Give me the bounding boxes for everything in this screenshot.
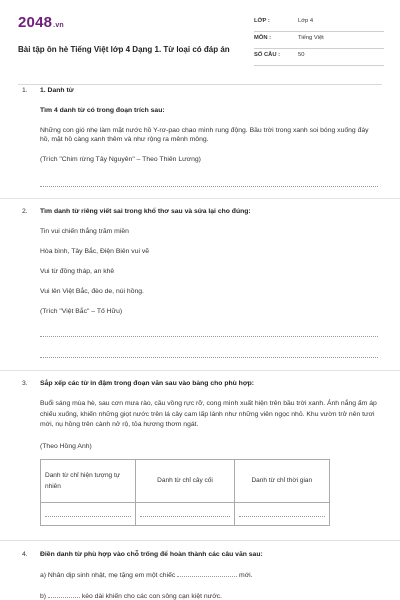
- question-2: [22, 207, 378, 358]
- logo-text: 2048: [18, 14, 53, 31]
- logo-suffix: .vn: [53, 22, 64, 29]
- question-body: [40, 379, 378, 526]
- poem-line: Vui lên Việt Bắc, đèo de, núi hồng.: [40, 288, 144, 295]
- poem-line: Vui từ đồng tháp, an khê: [40, 268, 115, 275]
- question-3: [22, 379, 378, 526]
- meta-value: Lớp 4: [298, 18, 314, 24]
- answer-line[interactable]: [40, 349, 378, 358]
- sentence-text: b): [40, 593, 47, 600]
- meta-key: MÔN :: [254, 35, 272, 41]
- meta-row-count: [254, 49, 384, 66]
- section-divider: [0, 198, 400, 199]
- header-divider: [18, 84, 382, 85]
- question-4: [22, 550, 378, 600]
- sentence-a: [40, 570, 378, 580]
- document-title: Bài tập ôn hè Tiếng Việt lớp 4 Dạng 1. Từ loại có đáp án: [18, 45, 230, 54]
- question-text: Buổi sáng mùa hè, sau cơn mưa rào, cầu vồng rực rỡ, cong mình xuất hiện trên bầu trời xanh. Ánh nắng ấm áp chiếu xuống, khiến những giọt nước trên lá cây cam lấp lánh như những viên ngọc nhỏ. Khu vườn trở nên tươi mới, nụ hồng trên cành nở rộ, tỏa hương thơm ngát.: [40, 400, 377, 428]
- question-text: Những con gió nhẹ làm mặt nước hồ Y-rơ-pao chao mình rung động. Bầu trời trong xanh soi bóng xuống đáy hồ, mặt hồ càng xanh thêm và như rộng ra mênh mông.: [40, 127, 369, 143]
- meta-value: 50: [298, 52, 305, 58]
- sentence-text: a) Nhân dịp sinh nhật, mẹ tặng em một chiếc: [40, 572, 176, 579]
- answer-line[interactable]: [40, 178, 378, 187]
- question-source: (Trích "Chim rừng Tây Nguyên" – Theo Thiên Lương): [40, 156, 201, 163]
- poem-line: Tin vui chiến thắng trăm miền: [40, 228, 129, 235]
- table-header-row: [41, 459, 330, 502]
- question-body: [40, 550, 378, 600]
- category-table: [40, 459, 330, 526]
- question-number: 4.: [22, 551, 28, 558]
- meta-panel: [254, 15, 384, 66]
- question-number: 2.: [22, 208, 28, 215]
- question-title: Điền danh từ phù hợp vào chỗ trống để hoàn thành các câu văn sau:: [40, 551, 263, 558]
- question-1: [22, 86, 378, 187]
- table-header: Danh từ chỉ hiện tượng tự nhiên: [41, 459, 136, 502]
- table-header: Danh từ chỉ thời gian: [234, 459, 329, 502]
- answer-line[interactable]: [239, 510, 325, 517]
- section-divider: [0, 540, 400, 541]
- table-cell[interactable]: [234, 502, 329, 525]
- site-logo[interactable]: [18, 14, 64, 31]
- question-title: 1. Danh từ: [40, 87, 74, 94]
- question-number: 1.: [22, 87, 28, 94]
- table-cell[interactable]: [136, 502, 234, 525]
- sentence-b: [40, 591, 378, 600]
- question-source: (Theo Hồng Anh): [40, 442, 92, 450]
- section-divider: [0, 370, 400, 371]
- question-source: (Trích "Việt Bắc" – Tố Hữu): [40, 308, 123, 315]
- poem-line: Hòa bình, Tây Bắc, Điện Biên vui vẽ: [40, 248, 150, 255]
- question-title: Tìm danh từ riêng viết sai trong khổ thơ sau và sửa lại cho đúng:: [40, 208, 251, 215]
- answer-line[interactable]: [140, 510, 229, 517]
- table-cell[interactable]: [41, 502, 136, 525]
- blank-field[interactable]: [177, 570, 237, 577]
- meta-key: SỐ CÂU :: [254, 52, 281, 58]
- question-title: Sắp xếp các từ in đậm trong đoạn văn sau vào bảng cho phù hợp:: [40, 380, 255, 387]
- table-header: Danh từ chỉ cây cối: [136, 459, 234, 502]
- meta-value: Tiếng Việt: [298, 35, 324, 41]
- document-header: [18, 12, 382, 66]
- answer-line[interactable]: [45, 510, 131, 517]
- answer-line[interactable]: [40, 328, 378, 337]
- meta-row-subject: [254, 32, 384, 49]
- question-body: [40, 86, 378, 187]
- question-body: [40, 207, 378, 358]
- sentence-text: mới.: [239, 572, 253, 579]
- meta-row-grade: [254, 15, 384, 32]
- table-row: [41, 502, 330, 525]
- meta-key: LỚP :: [254, 18, 270, 24]
- sentence-text: kéo dài khiến cho các con sông cạn kiệt nước.: [81, 593, 222, 600]
- question-task: Tìm 4 danh từ có trong đoạn trích sau:: [40, 107, 165, 114]
- question-number: 3.: [22, 380, 28, 387]
- blank-field[interactable]: [48, 591, 80, 598]
